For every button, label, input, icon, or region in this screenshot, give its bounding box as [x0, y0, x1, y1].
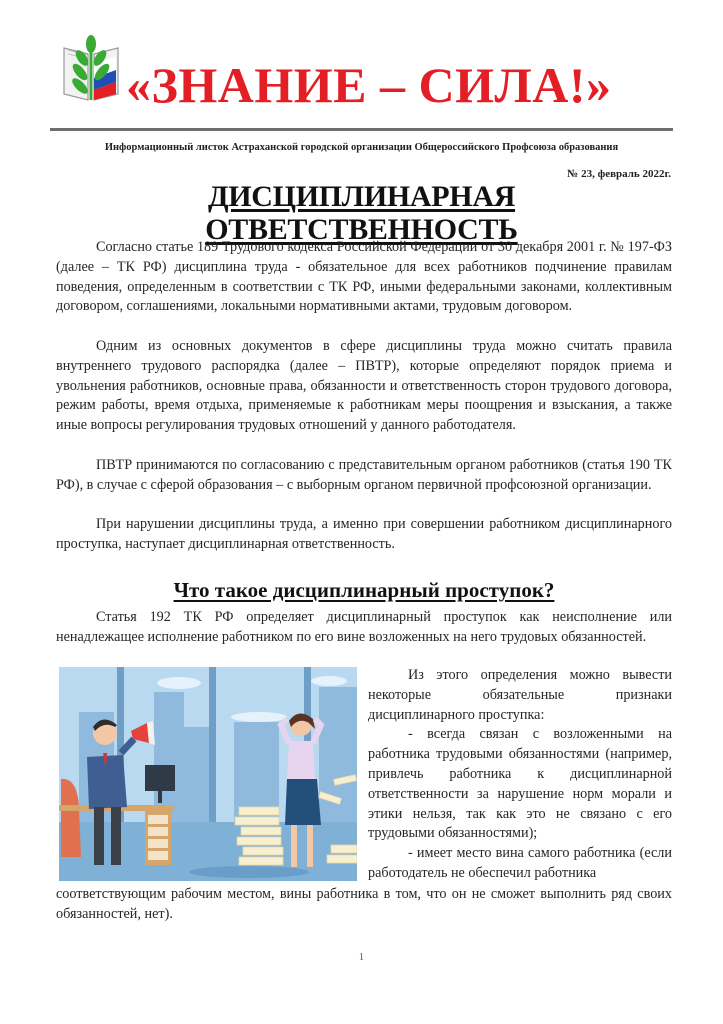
paragraph-text: Одним из основных документов в сфере дисциплины труда можно считать правила внутреннего трудового распорядка (далее – ПВТР), которые определяют порядок приема и увольнения работников, основные права, обязанности и ответственность сторон трудового договора, режим работы, время отдыха, применяемые к работникам меры поощрения и взыскания, а также иные вопросы регулирования трудовых отношений у данного работодателя.	[56, 338, 672, 434]
section-heading: Что такое дисциплинарный проступок?	[173, 578, 555, 602]
paragraph-text: Статья 192 ТК РФ определяет дисциплинарный проступок как неисполнение или ненадлежащее исполнение работником по его вине возложенных на него трудовых обязанностей.	[56, 609, 672, 645]
paragraph-text: соответствующим рабочим местом, вины работника в том, что он не сможет выполнить ряд своих обязанностей, нет).	[56, 886, 672, 922]
page-number: 1	[359, 952, 364, 963]
section-tail-text	[56, 885, 672, 925]
paragraph-text: ПВТР принимаются по согласованию с представительным органом работников (статья 190 ТК РФ), в случае с сферой образования – с выборным органом первичной профсоюзной организации.	[56, 457, 672, 493]
list-item: - всегда связан с возложенными на работника трудовыми обязанностями (например, привлечь работника к дисциплинарной ответственности за нарушение норм морали и этики нельзя, так как это не связано с его трудовыми обязанностями);	[368, 726, 672, 842]
paragraph-text: Из этого определения можно вывести некоторые обязательные признаки дисциплинарного проступка:	[368, 667, 672, 723]
paragraph-3	[56, 456, 672, 496]
section-side-text	[368, 666, 672, 884]
trade-union-logo-icon	[58, 34, 124, 104]
paragraph-2	[56, 337, 672, 436]
section-intro	[56, 608, 672, 648]
paragraph-text: Согласно статье 189 Трудового кодекса Российской Федерации от 30 декабря 2001 г. № 197-ФЗ (далее – ТК РФ) дисциплина труда - обязательное для всех работников подчинение правилам поведения, определенным в соответствии с ТК РФ, иными федеральными законами, коллективным договором, соглашениями, локальными нормативными актами, трудовым договором.	[56, 239, 672, 315]
paragraph-1	[56, 238, 672, 317]
paragraph-4	[56, 515, 672, 555]
masthead-title: «ЗНАНИЕ – СИЛА!»	[126, 57, 612, 113]
header-divider	[50, 128, 673, 131]
issue-number: № 23, февраль 2022г.	[567, 168, 671, 180]
paragraph-text: При нарушении дисциплины труда, а именно при совершении работником дисциплинарного проступка, наступает дисциплинарная ответственность.	[56, 516, 672, 552]
office-boss-shouting-at-employee-illustration	[59, 667, 357, 881]
list-item: - имеет место вина самого работника (если работодатель не обеспечил работника	[368, 845, 672, 881]
page-title: ДИСЦИПЛИНАРНАЯ ОТВЕТСТВЕННОСТЬ	[205, 180, 518, 246]
publisher-info: Информационный листок Астраханской городской организации Общероссийского Профсоюза образования	[104, 142, 619, 153]
